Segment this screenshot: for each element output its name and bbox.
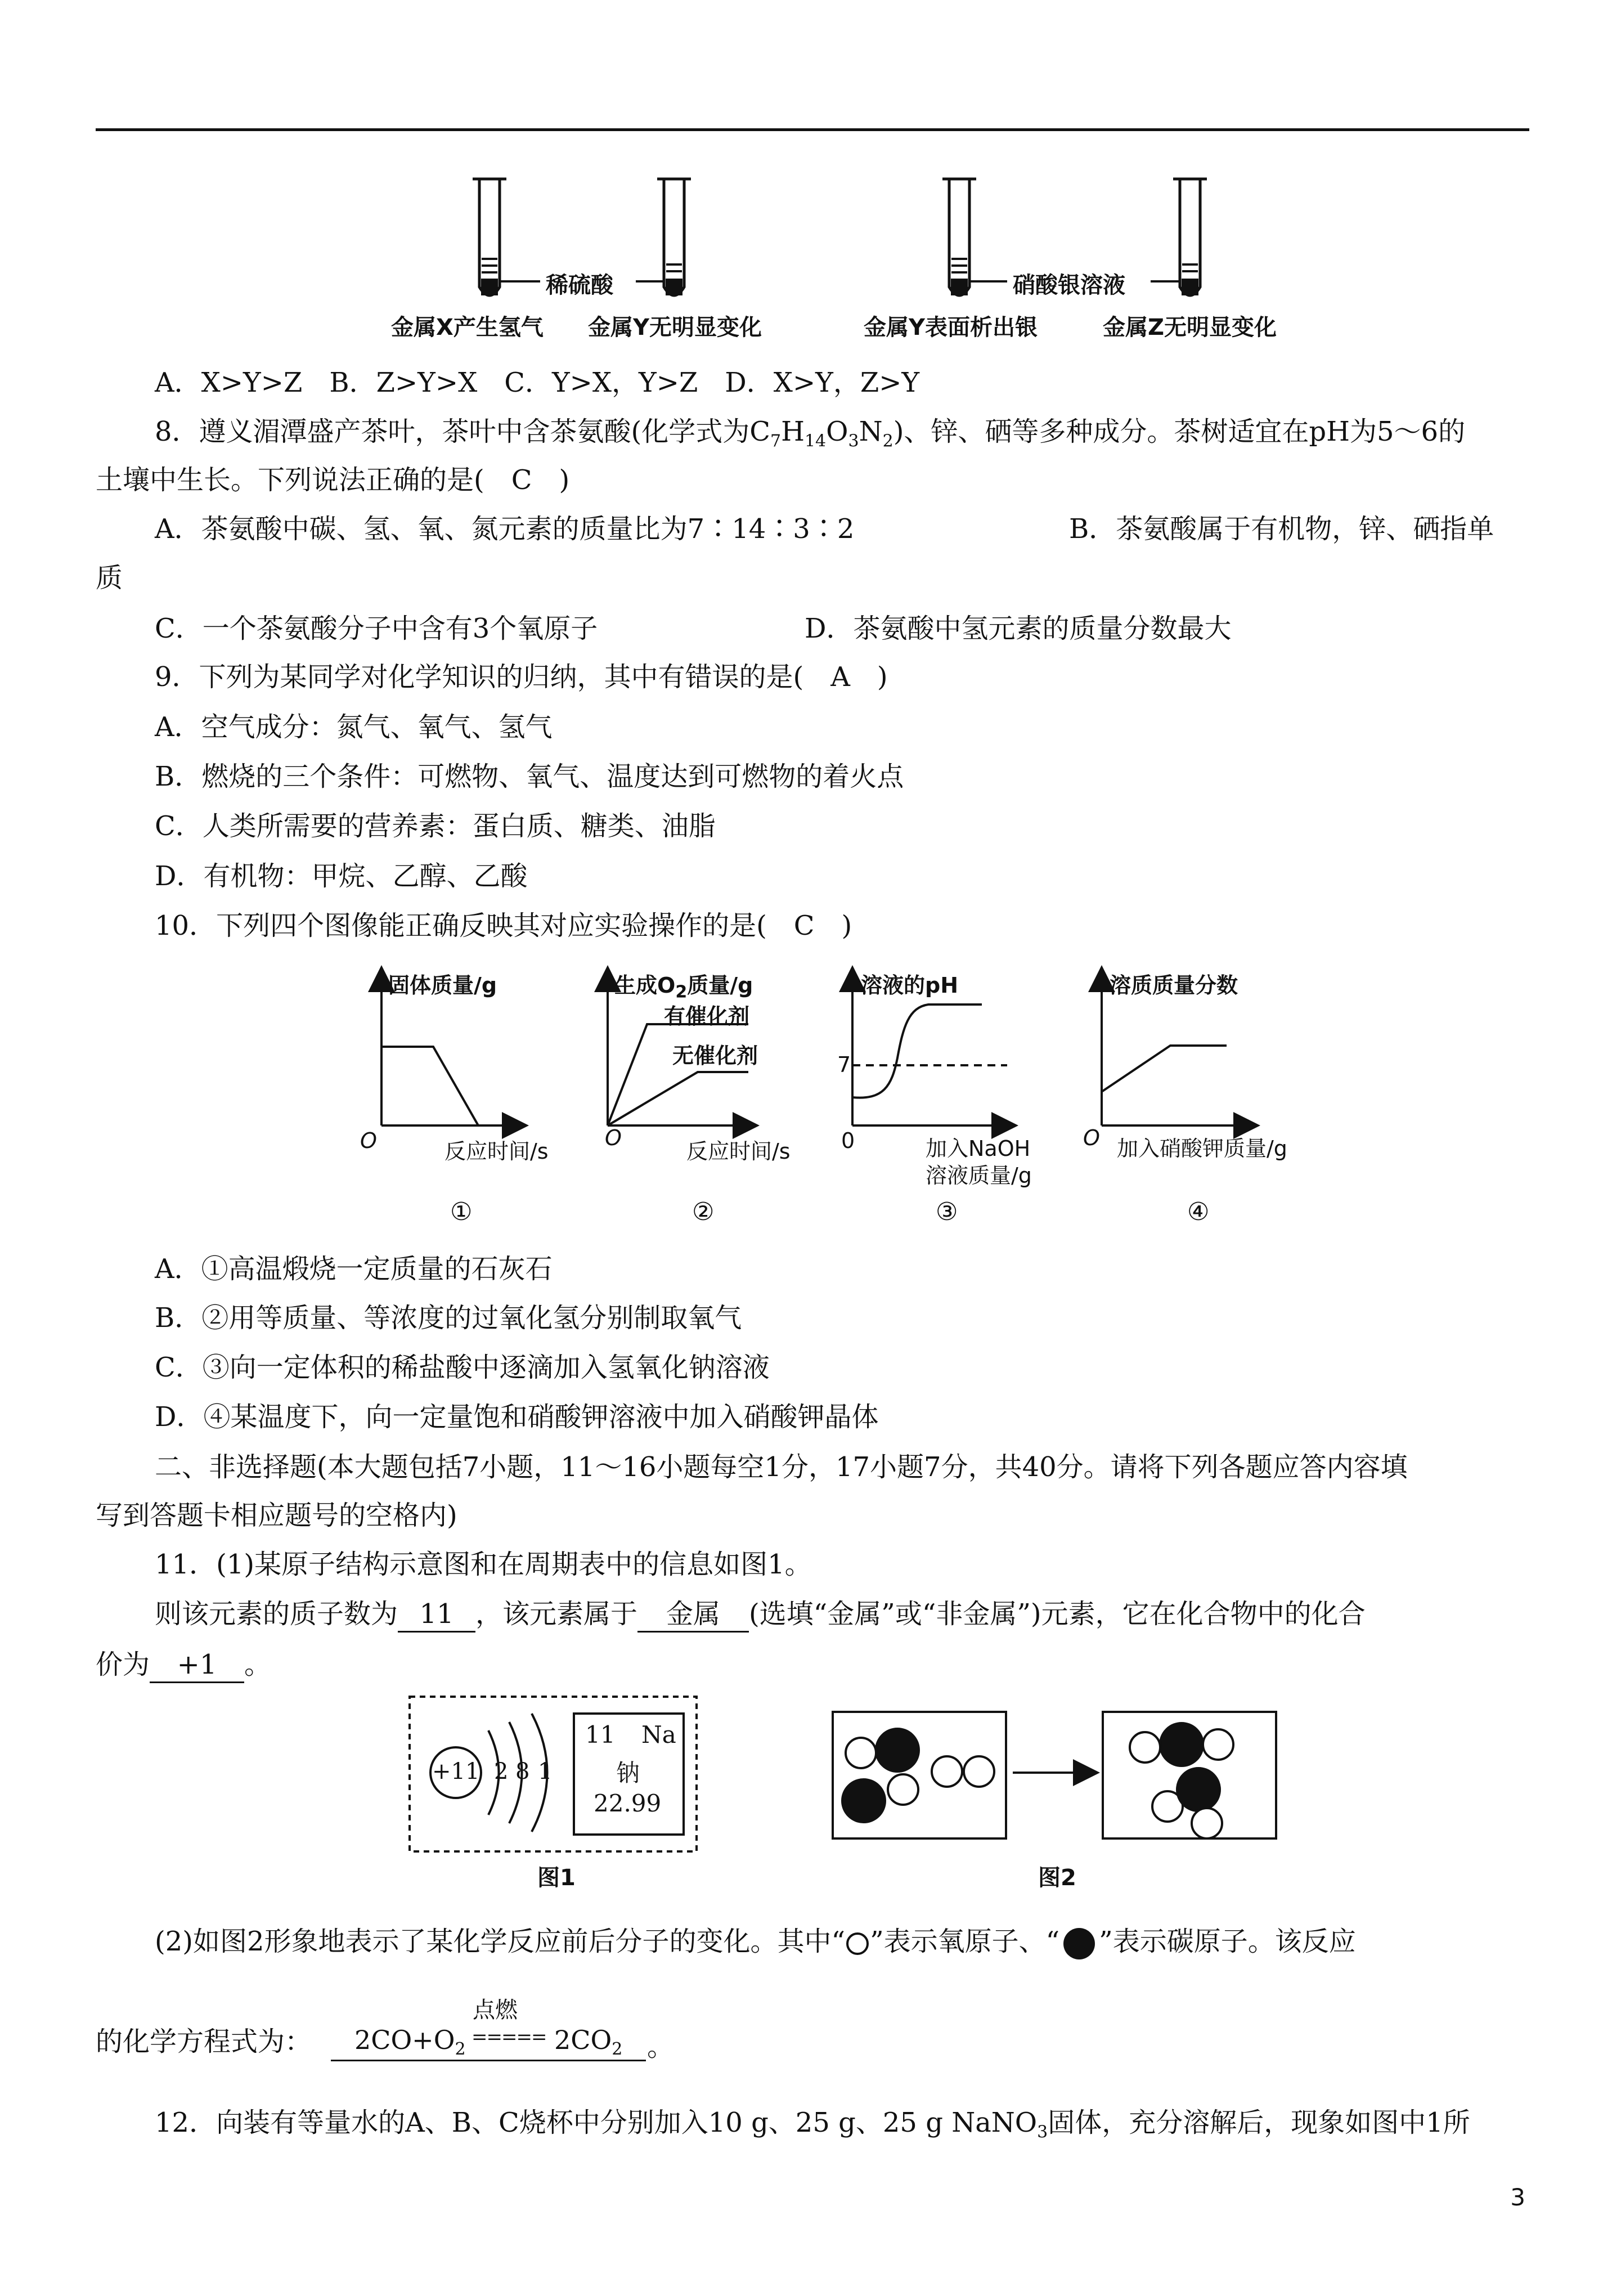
element-name: 钠	[616, 1759, 640, 1787]
part2-heading-cont: 写到答题卡相应题号的空格内)	[96, 1500, 457, 1531]
label-dilute-sulfuric-acid: 稀硫酸	[546, 272, 613, 298]
caption-tube-3: 金属Y表面析出银	[864, 315, 1038, 340]
carbon-atom	[876, 1729, 919, 1772]
carbon-atom	[1177, 1768, 1220, 1811]
caption-tube-4: 金属Z无明显变化	[1103, 315, 1277, 340]
equation-sign: =====	[472, 2026, 546, 2048]
figure1-caption: 图1	[537, 1865, 576, 1891]
graph2-label-with-catalyst: 有催化剂	[664, 1004, 750, 1029]
nucleus-charge: +11	[432, 1759, 480, 1784]
graph2-y-label: 生成$O_2$质量/g	[614, 973, 753, 1002]
oxygen-atom	[1192, 1808, 1222, 1838]
q8-option-d: D．茶氨酸中氢元素的质量分数最大	[805, 613, 1232, 644]
q8-option-c: C．一个茶氨酸分子中含有3个氧原子	[155, 613, 598, 644]
shell-2-electrons: 8	[515, 1759, 530, 1784]
element-number: 11	[585, 1721, 616, 1748]
carbon-atom	[842, 1779, 885, 1822]
carbon-atom	[1160, 1723, 1203, 1766]
answer-blank-valence: +1	[150, 1648, 244, 1683]
equation-right: $2CO_2$	[554, 2025, 623, 2060]
q9-stem: 9．下列为某同学对化学知识的归纳，其中有错误的是( A )	[155, 661, 888, 693]
q9-option-a: A．空气成分：氮气、氧气、氢气	[155, 711, 553, 743]
q8-option-a: A．茶氨酸中碳、氢、氧、氮元素的质量比为7∶14∶3∶2	[155, 513, 855, 545]
graph1-x-label: 反应时间/s	[444, 1139, 549, 1164]
oxygen-atom	[964, 1756, 994, 1787]
part2-heading: 二、非选择题(本大题包括7小题，11～16小题每空1分，17小题7分，共40分。请将下列各题应答内容填	[155, 1451, 1408, 1483]
q8-option-b: B．茶氨酸属于有机物，锌、硒指单	[1069, 513, 1494, 545]
q11-line2: 则该元素的质子数为 11 ，该元素属于 金属 (选填“金属”或“非金属”)元素，它在化合物中的化合	[155, 1597, 1366, 1633]
graph1-number: ①	[450, 1198, 473, 1226]
carbon-atom-icon	[1059, 1927, 1099, 1961]
q8-option-b-cont: 质	[96, 562, 123, 594]
element-mass: 22.99	[594, 1790, 662, 1817]
q8-stem-line2: 土壤中生长。下列说法正确的是( C )	[96, 464, 570, 496]
graph4-y-label: 溶质质量分数	[1110, 973, 1238, 998]
q8-stem: 8．遵义湄潭盛产茶叶，茶叶中含茶氨酸(化学式为$C_7H_{14}O_3N_2$)、锌、硒等多种成分。茶树适宜在pH为5～6的	[155, 416, 1466, 451]
shell-1-electrons: 2	[494, 1759, 509, 1784]
oxygen-atom	[888, 1774, 918, 1805]
graph2-number: ②	[692, 1198, 715, 1226]
answer-blank-type: 金属	[637, 1597, 749, 1633]
oxygen-atom	[846, 1738, 876, 1768]
graph2-label-without-catalyst: 无催化剂	[672, 1043, 758, 1068]
q11-part2: (2)如图2形象地表示了某化学反应前后分子的变化。其中“ ”表示氧原子、“ ”表示碳原子。该反应	[155, 1925, 1356, 1961]
q7-options: A．X>Y>Z B．Z>Y>X C．Y>X，Y>Z D．X>Y，Z>Y	[155, 367, 920, 398]
q9-option-d: D．有机物：甲烷、乙醇、乙酸	[155, 860, 528, 892]
graph3-number: ③	[936, 1198, 958, 1226]
graph4-number: ④	[1187, 1198, 1210, 1226]
equation-end: 。	[647, 2031, 675, 2062]
graph3-x-label-1: 加入NaOH	[926, 1136, 1031, 1161]
graph3-tick-7: 7	[837, 1052, 851, 1077]
graph2-origin: O	[605, 1125, 622, 1150]
oxygen-atom-icon	[845, 1931, 870, 1956]
q10-option-b: B．②用等质量、等浓度的过氧化氢分别制取氧气	[155, 1302, 742, 1334]
caption-tube-1: 金属X产生氢气	[391, 315, 544, 340]
q12-stem: 12．向装有等量水的A、B、C烧杯中分别加入10 g、25 g、25 g NaNO$_3$固体，充分溶解后，现象如图中1所	[155, 2107, 1470, 2142]
q10-option-d: D．④某温度下，向一定量饱和硝酸钾溶液中加入硝酸钾晶体	[155, 1401, 879, 1433]
q11-equation-lead: 的化学方程式为：	[96, 2026, 312, 2057]
equation-condition: 点燃	[473, 1997, 518, 2023]
oxygen-atom	[932, 1756, 962, 1787]
graph4-origin: O	[1083, 1125, 1100, 1150]
equation-left: $2CO+O_2$	[354, 2025, 466, 2060]
oxygen-atom	[1130, 1732, 1160, 1763]
graph3-origin: 0	[841, 1128, 855, 1153]
caption-tube-2: 金属Y无明显变化	[588, 315, 762, 340]
oxygen-atom	[1203, 1729, 1233, 1760]
q11-line3: 价为 +1 。	[96, 1648, 271, 1683]
graph1-y-label: 固体质量/g	[388, 973, 497, 998]
graph4-x-label: 加入硝酸钾质量/g	[1117, 1136, 1287, 1161]
answer-blank-proton: 11	[398, 1597, 475, 1633]
q9-option-b: B．燃烧的三个条件：可燃物、氧气、温度达到可燃物的着火点	[155, 761, 904, 792]
graph3-y-label: 溶液的pH	[861, 973, 959, 998]
q11-stem: 11．(1)某原子结构示意图和在周期表中的信息如图1。	[155, 1549, 812, 1580]
shell-3-electrons: 1	[538, 1759, 553, 1784]
element-symbol: Na	[641, 1721, 676, 1748]
graph1-origin: O	[360, 1128, 377, 1153]
graph2-x-label: 反应时间/s	[686, 1139, 791, 1164]
q10-option-c: C．③向一定体积的稀盐酸中逐滴加入氢氧化钠溶液	[155, 1352, 770, 1383]
graph3-x-label-2: 溶液质量/g	[926, 1163, 1032, 1188]
q10-stem: 10．下列四个图像能正确反映其对应实验操作的是( C )	[155, 910, 852, 941]
q10-option-a: A．①高温煅烧一定质量的石灰石	[155, 1253, 553, 1285]
q9-option-c: C．人类所需要的营养素：蛋白质、糖类、油脂	[155, 810, 716, 842]
label-silver-nitrate: 硝酸银溶液	[1013, 272, 1125, 298]
figure2-caption: 图2	[1038, 1865, 1076, 1891]
page-number: 3	[1510, 2183, 1525, 2211]
